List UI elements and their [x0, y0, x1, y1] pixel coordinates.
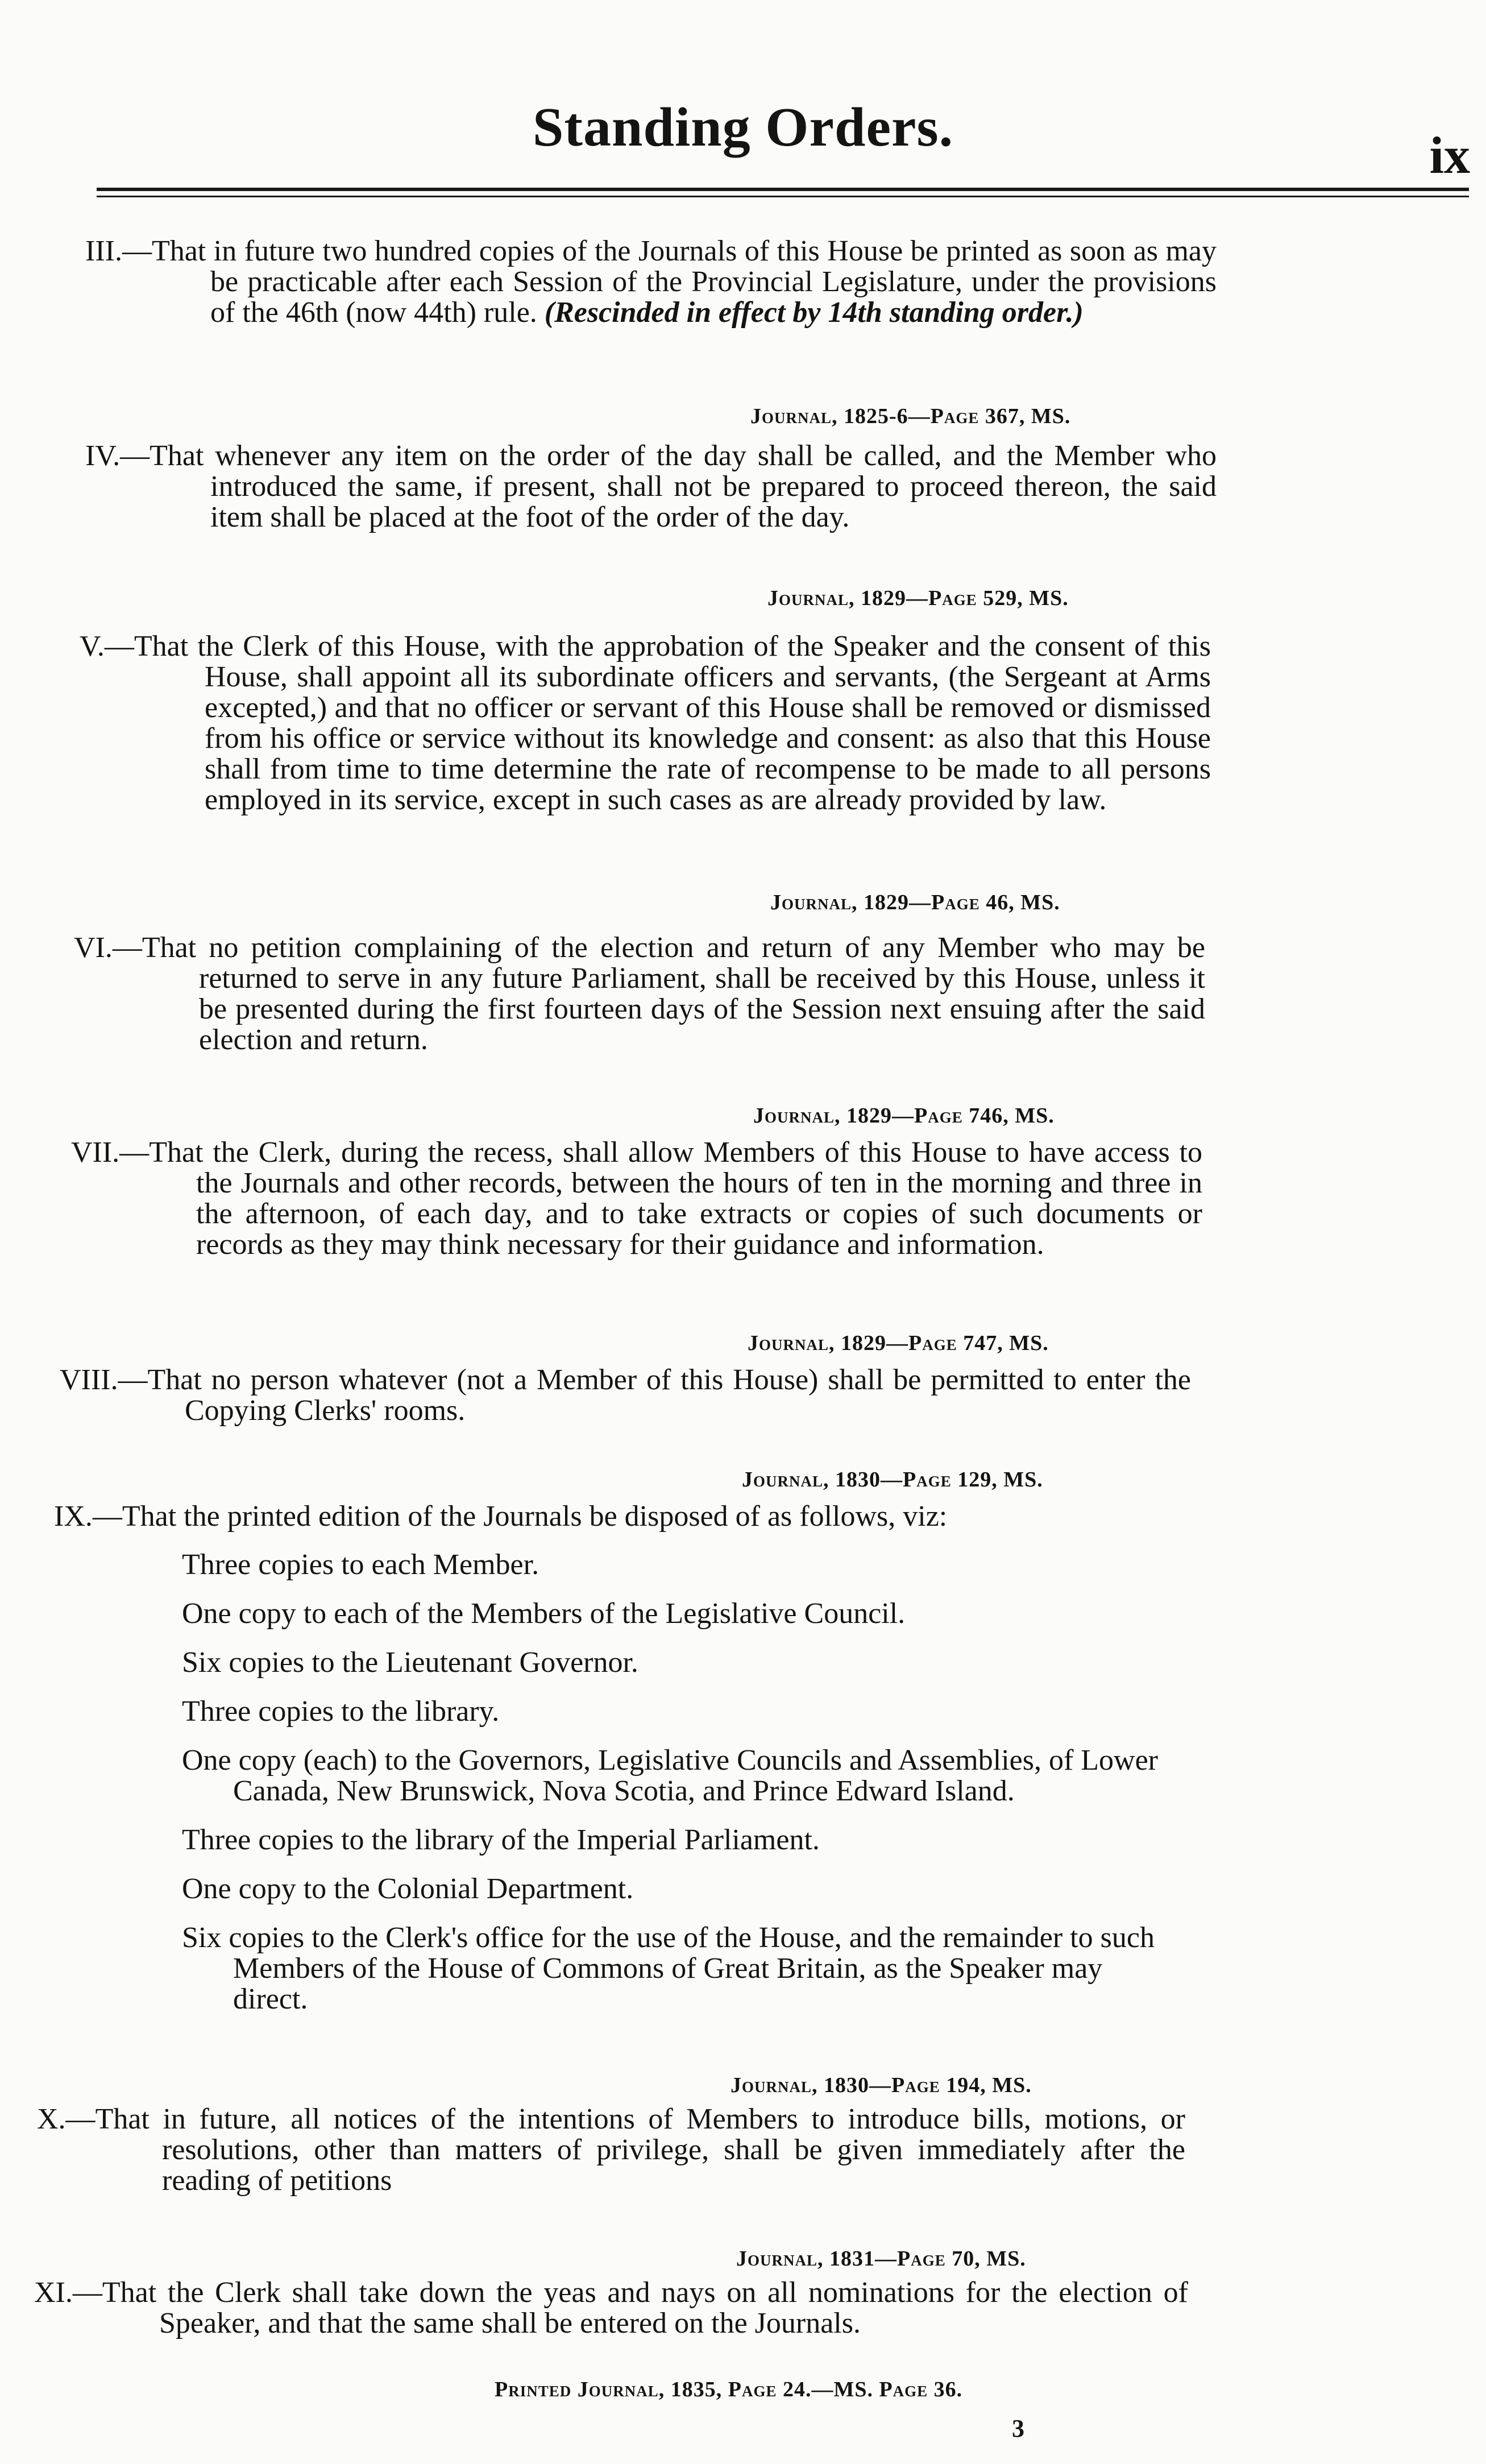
allocation-item: One copy (each) to the Governors, Legislative Councils and Assemblies, of Lower Canada, New Brunswick, Nova Scotia, and Prince Edward Island.	[182, 1744, 1158, 1807]
standing-order-9	[54, 1501, 1191, 1532]
journal-reference: Journal, 1831—Page 70, MS.	[736, 2247, 1026, 2271]
allocation-item: Three copies to the library.	[182, 1695, 500, 1728]
order-text: That whenever any item on the order of the day shall be called, and the Member who introduced the same, if present, shall not be prepared to proceed thereon, the said item shall be placed at the foot of the order of the day.	[150, 440, 1217, 533]
order-number: VII.—	[71, 1136, 150, 1169]
allocation-item: Six copies to the Lieutenant Governor.	[182, 1646, 638, 1679]
standing-order-6	[74, 933, 1205, 1055]
order-paragraph	[85, 236, 1217, 328]
header-rule-thick	[97, 188, 1469, 191]
order-paragraph	[60, 1365, 1191, 1426]
page-title: Standing Orders.	[532, 97, 954, 158]
order-text: That the Clerk, during the recess, shall allow Members of this House to have access to the Journals and other records, between the hours of ten in the morning and three in the afternoon, of each day, and to take extracts or copies of such documents or records as they may think necessary for their guidance and information.	[149, 1136, 1202, 1261]
order-paragraph	[54, 1501, 1191, 1532]
journal-reference: Journal, 1829—Page 46, MS.	[770, 891, 1060, 914]
journal-reference: Journal, 1829—Page 747, MS.	[748, 1331, 1049, 1355]
copy-allocation-list	[182, 1550, 1182, 2033]
order-text: That no person whatever (not a Member of this House) shall be permitted to enter the Copying Clerks' rooms.	[147, 1364, 1191, 1427]
order-text: That in future two hundred copies of the Journals of this House be printed as soon as may be practicable after each Session of the Provincial Legislature, under the provisions of the 46th (now 44th) rule.	[151, 235, 1217, 329]
order-paragraph	[85, 441, 1217, 533]
allocation-item: Three copies to the library of the Imperial Parliament.	[182, 1824, 820, 1856]
order-paragraph	[74, 933, 1205, 1055]
journal-reference: Journal, 1825-6—Page 367, MS.	[750, 404, 1071, 428]
order-paragraph	[80, 631, 1211, 815]
standing-order-4	[85, 441, 1217, 533]
page-numeral: ix	[1429, 126, 1470, 184]
order-number: X.—	[37, 2103, 96, 2135]
order-number: VI.—	[74, 931, 142, 964]
order-paragraph	[71, 1137, 1202, 1260]
order-number: XI.—	[34, 2276, 102, 2309]
order-paragraph	[37, 2104, 1185, 2196]
order-note: (Rescinded in effect by 14th standing order.)	[544, 296, 1084, 329]
order-text: That no petition complaining of the election and return of any Member who may be returned to serve in any future Parliament, shall be received by this House, unless it be presented during the first fourteen days of the Session next ensuing after the said election and return.	[142, 931, 1205, 1056]
order-text: That the printed edition of the Journals be disposed of as follows, viz:	[122, 1500, 948, 1533]
standing-order-8	[60, 1365, 1191, 1426]
standing-order-10	[37, 2104, 1185, 2196]
journal-reference: Journal, 1830—Page 129, MS.	[742, 1468, 1043, 1492]
journal-reference: Journal, 1830—Page 194, MS.	[730, 2073, 1032, 2097]
order-text: That in future, all notices of the intentions of Members to introduce bills, motions, or resolutions, other than matters of privilege, shall be given immediately after the reading of petitions	[95, 2103, 1185, 2197]
standing-order-11	[34, 2277, 1188, 2339]
header-rule-thin	[97, 196, 1469, 197]
order-number: VIII.—	[60, 1364, 148, 1396]
allocation-item: Three copies to each Member.	[182, 1548, 539, 1581]
journal-reference: Printed Journal, 1835, Page 24.—MS. Page 36.	[495, 2378, 963, 2401]
standing-order-3	[85, 236, 1217, 328]
journal-reference: Journal, 1829—Page 746, MS.	[753, 1104, 1055, 1128]
standing-order-7	[71, 1137, 1202, 1260]
allocation-item: Six copies to the Clerk's office for the use of the House, and the remainder to such Members of the House of Commons of Great Britain, as the Speaker may direct.	[182, 1921, 1155, 2015]
order-number: III.—	[85, 235, 152, 267]
order-number: IX.—	[54, 1500, 122, 1533]
order-text: That the Clerk of this House, with the approbation of the Speaker and the consent of this House, shall appoint all its subordinate officers and servants, (the Sergeant at Arms excepted,) and that no officer or servant of this House shall be removed or dismissed from his office or service without its knowledge and consent: as also that this House shall from time to time determine the rate of recompense to be made to all persons employed in its service, except in such cases as are already provided by law.	[134, 630, 1211, 816]
order-number: IV.—	[85, 440, 150, 472]
journal-reference: Journal, 1829—Page 529, MS.	[767, 586, 1069, 610]
order-text: That the Clerk shall take down the yeas and nays on all nominations for the election of Speaker, and that the same shall be entered on the Journals.	[102, 2276, 1188, 2339]
standing-order-5	[80, 631, 1211, 815]
order-paragraph	[34, 2277, 1188, 2339]
allocation-item: One copy to each of the Members of the Legislative Council.	[182, 1597, 906, 1630]
folio-number: 3	[1012, 2415, 1024, 2442]
allocation-item: One copy to the Colonial Department.	[182, 1873, 634, 1905]
order-number: V.—	[80, 630, 134, 662]
